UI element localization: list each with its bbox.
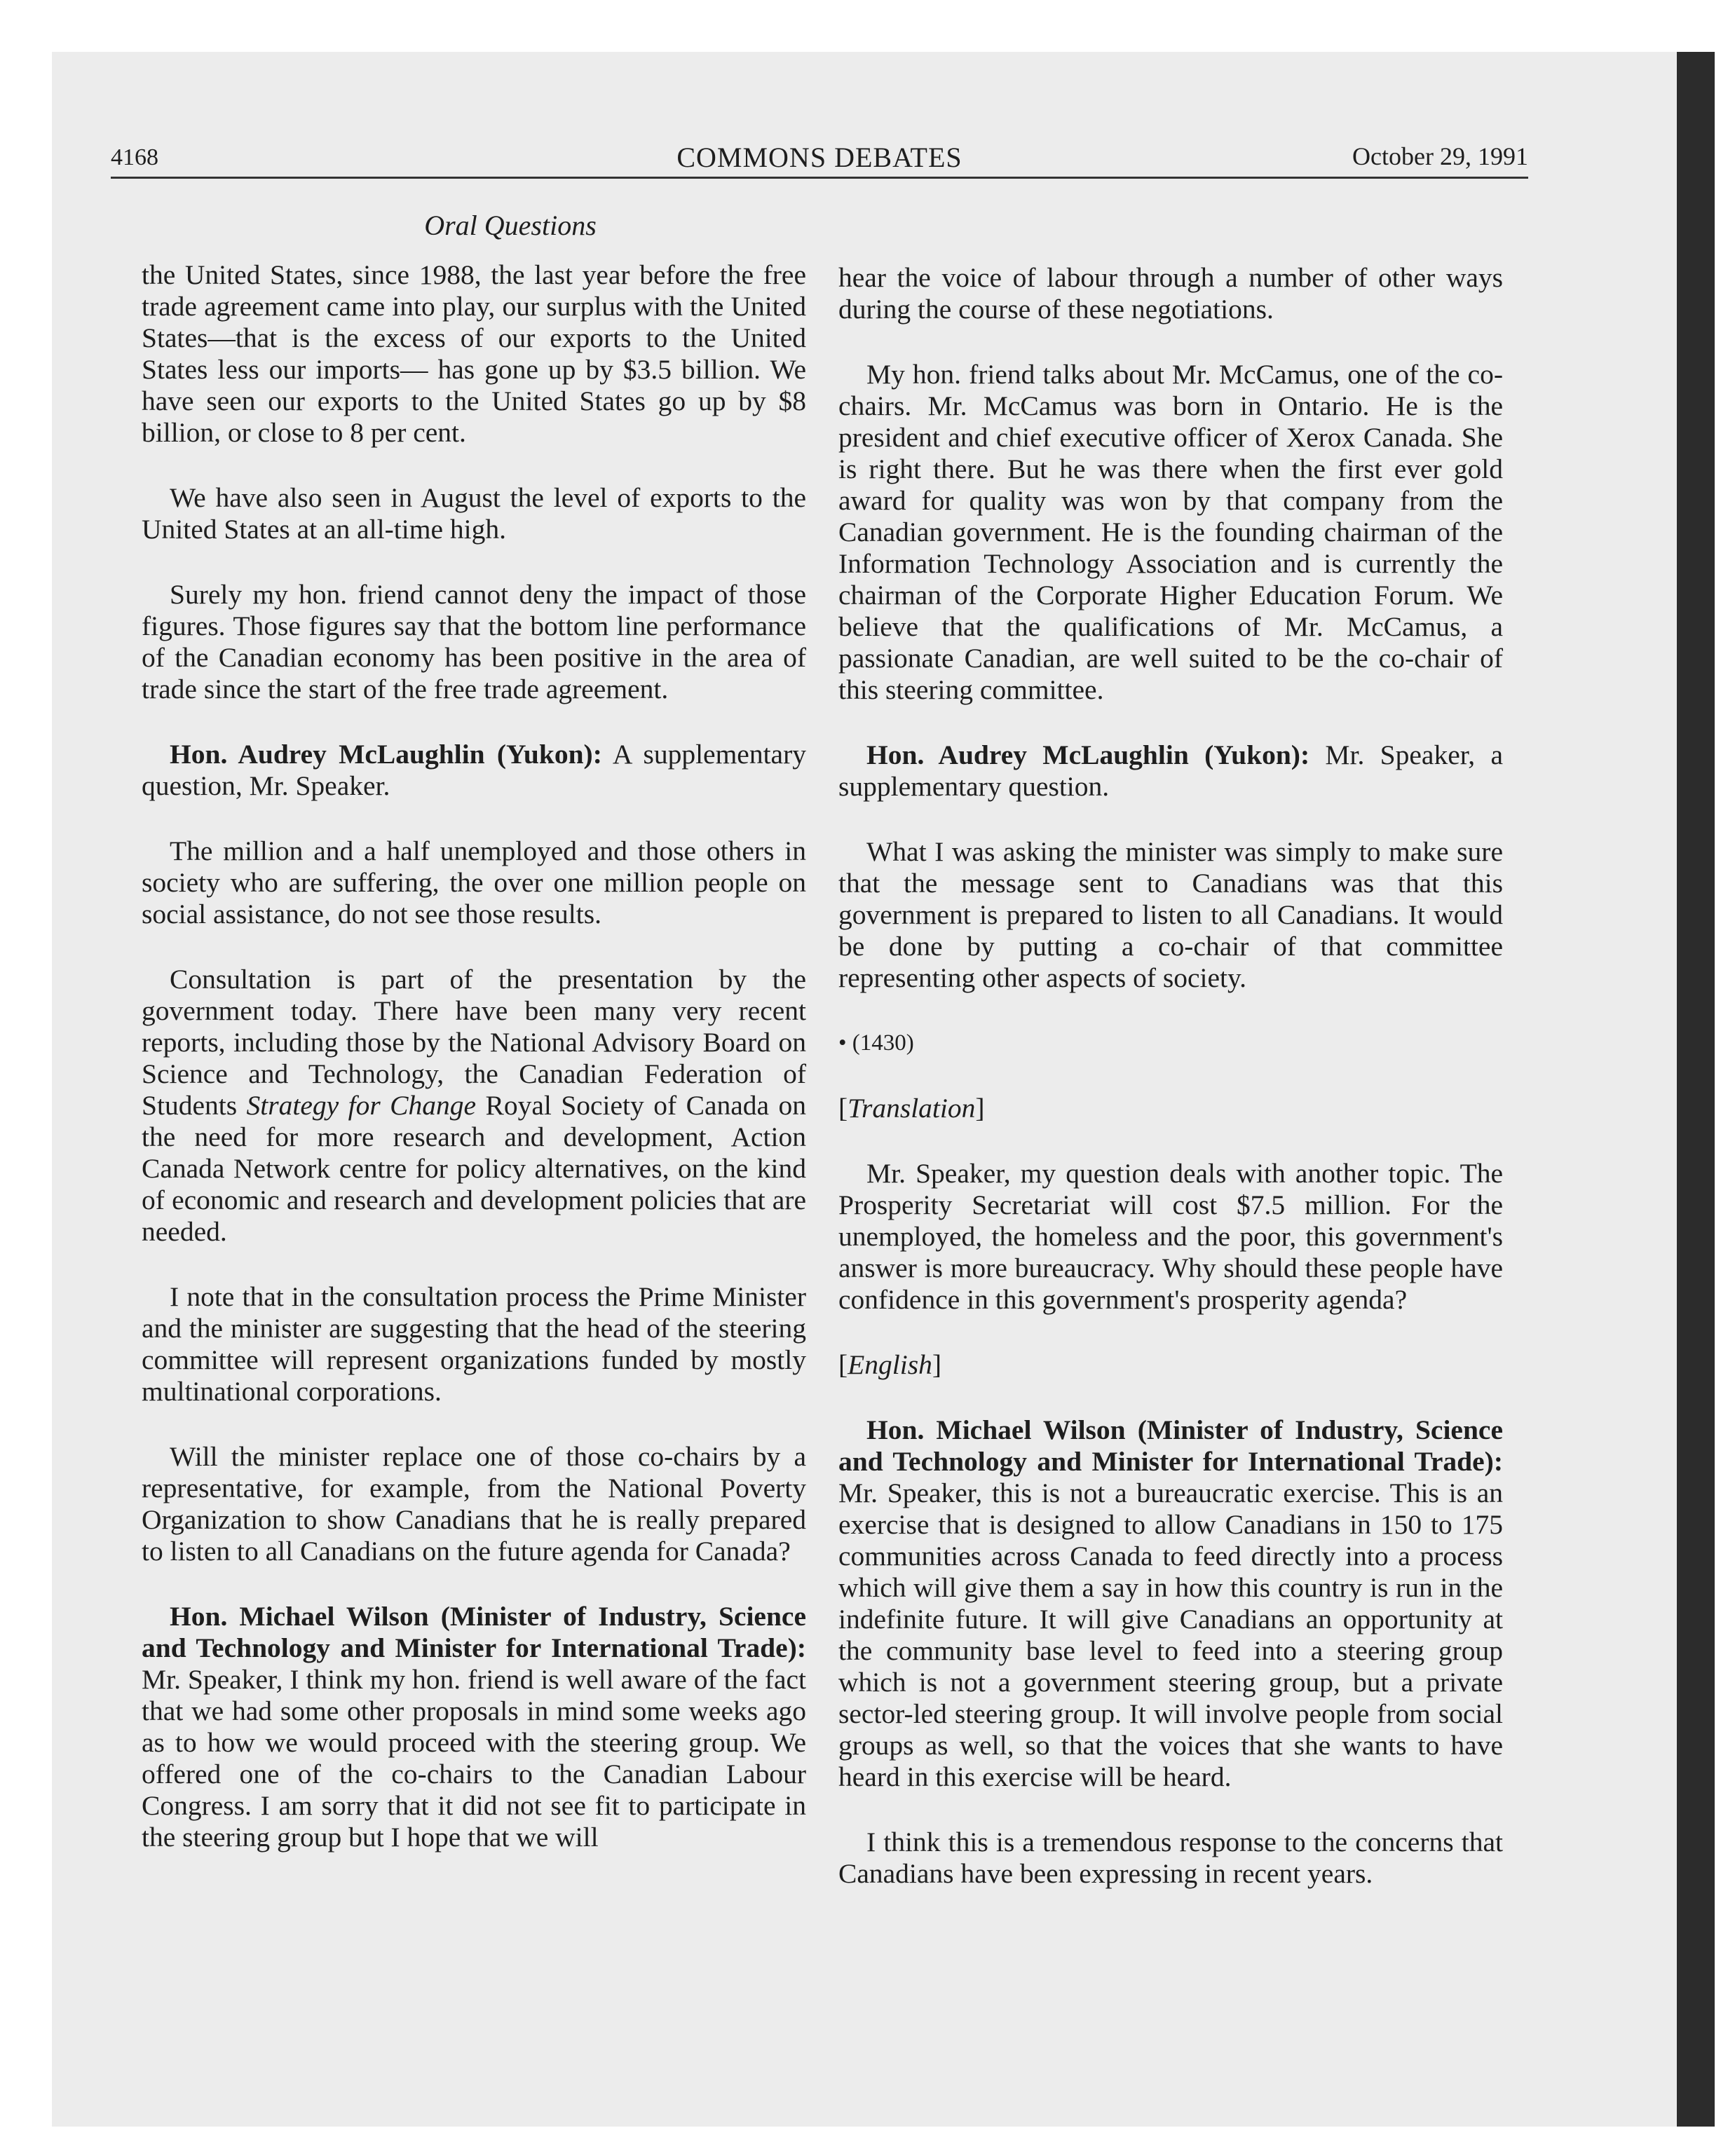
speech-paragraph (838, 739, 1503, 803)
speech-paragraph (142, 739, 806, 802)
speech-text: A supplementary question, Mr. Speaker. (142, 739, 806, 801)
speech-text: Mr. Speaker, a supplementary question. (838, 739, 1503, 802)
paragraph: We have also seen in August the level of exports to the United States at an all-time high. (142, 482, 806, 545)
speech-paragraph (838, 1414, 1503, 1793)
paragraph: hear the voice of labour through a number of other ways during the course of these negotiations. (838, 262, 1503, 325)
paragraph-text: Consultation is part of the presentation by the government today. There have been many very recent reports, including those by the National Advisory Board on Science and Technology, the Canadian Federation of Students (142, 964, 806, 1121)
report-title: Strategy for Change (246, 1090, 477, 1121)
time-marker: • (1430) (838, 1030, 914, 1056)
left-column (142, 259, 806, 1887)
language-tag: [English] (838, 1349, 942, 1380)
right-column (838, 262, 1503, 1923)
page-number: 4168 (111, 144, 158, 170)
paragraph: I think this is a tremendous response to the concerns that Canadians have been expressing in recent years. (838, 1827, 1503, 1889)
paragraph-text: Royal Society of Canada on the need for more research and development, Action Canada Network centre for policy alternatives, on the kind of economic and research and development policies that are needed. (142, 1090, 806, 1247)
speech-text: Mr. Speaker, this is not a bureaucratic exercise. This is an exercise that is designed to allow Canadians in 150 to 175 communities across Canada to feed directly into a process which will give them a say in how this country is run in the indefinite future. It will give Canadians an opportunity at the community base level to feed into a steering group which is not a government steering group, but a private sector-led steering group. It will involve people from social groups as well, so that the voices that she wants to have heard in this exercise will be heard. (838, 1478, 1503, 1792)
publication-title: COMMONS DEBATES (676, 142, 962, 173)
paragraph: The million and a half unemployed and those others in society who are suffering, the over one million people on social assistance, do not see those results. (142, 835, 806, 929)
speech-paragraph (142, 1601, 806, 1853)
page-header (111, 137, 1528, 179)
paragraph: I note that in the consultation process the Prime Minister and the minister are suggesting that the head of the steering committee will represent organizations funded by mostly multinational corporations. (142, 1281, 806, 1407)
speaker-name: Hon. Michael Wilson (Minister of Industry, Science and Technology and Minister for International Trade): (142, 1601, 806, 1663)
speaker-name: Hon. Audrey McLaughlin (Yukon): (866, 739, 1310, 770)
language-label: English (848, 1349, 932, 1380)
paragraph: Will the minister replace one of those co-chairs by a representative, for example, from the National Poverty Organization to show Canadians that he is really prepared to listen to all Canadians on the future agenda for Canada? (142, 1441, 806, 1567)
language-label: Translation (848, 1093, 976, 1124)
paragraph: Surely my hon. friend cannot deny the impact of those figures. Those figures say that the bottom line performance of the Canadian economy has been positive in the area of trade since the start of the free trade agreement. (142, 579, 806, 704)
binding-edge-shadow (1677, 52, 1715, 2127)
paragraph: My hon. friend talks about Mr. McCamus, one of the co-chairs. Mr. McCamus was born in Ontario. He is the president and chief executive officer of Xerox Canada. She is right there. But he was there when the first ever gold award for quality was won by that company from the Canadian government. He is the founding chairman of the Information Technology Association and is currently the chairman of the Corporate Higher Education Forum. We believe that the qualifications of Mr. McCamus, a passionate Canadian, are well suited to be the co-chair of this steering committee. (838, 359, 1503, 705)
paragraph (142, 964, 806, 1248)
paragraph: Mr. Speaker, my question deals with another topic. The Prosperity Secretariat will cost $7.5 million. For the unemployed, the homeless and the poor, this government's answer is more bureaucracy. Why should these people have confidence in this government's prosperity agenda? (838, 1158, 1503, 1315)
issue-date: October 29, 1991 (1352, 142, 1528, 170)
speaker-name: Hon. Audrey McLaughlin (Yukon): (170, 739, 602, 770)
speaker-name: Hon. Michael Wilson (Minister of Industry, Science and Technology and Minister for International Trade): (838, 1414, 1503, 1477)
speech-text: Mr. Speaker, I think my hon. friend is well aware of the fact that we had some other proposals in mind some weeks ago as to how we would proceed with the steering group. We offered one of the co-chairs to the Canadian Labour Congress. I am sorry that it did not see fit to participate in the steering group but I hope that we will (142, 1664, 806, 1853)
section-title: Oral Questions (424, 210, 597, 241)
paragraph: What I was asking the minister was simply to make sure that the message sent to Canadians was that this government is prepared to listen to all Canadians. It would be done by putting a co-chair of that committee representing other aspects of society. (838, 836, 1503, 993)
paragraph: the United States, since 1988, the last year before the free trade agreement came into play, our surplus with the United States—that is the excess of our exports to the United States less our imports— has gone up by $3.5 billion. We have seen our exports to the United States go up by $8 billion, or close to 8 per cent. (142, 259, 806, 448)
language-tag: [Translation] (838, 1093, 985, 1124)
